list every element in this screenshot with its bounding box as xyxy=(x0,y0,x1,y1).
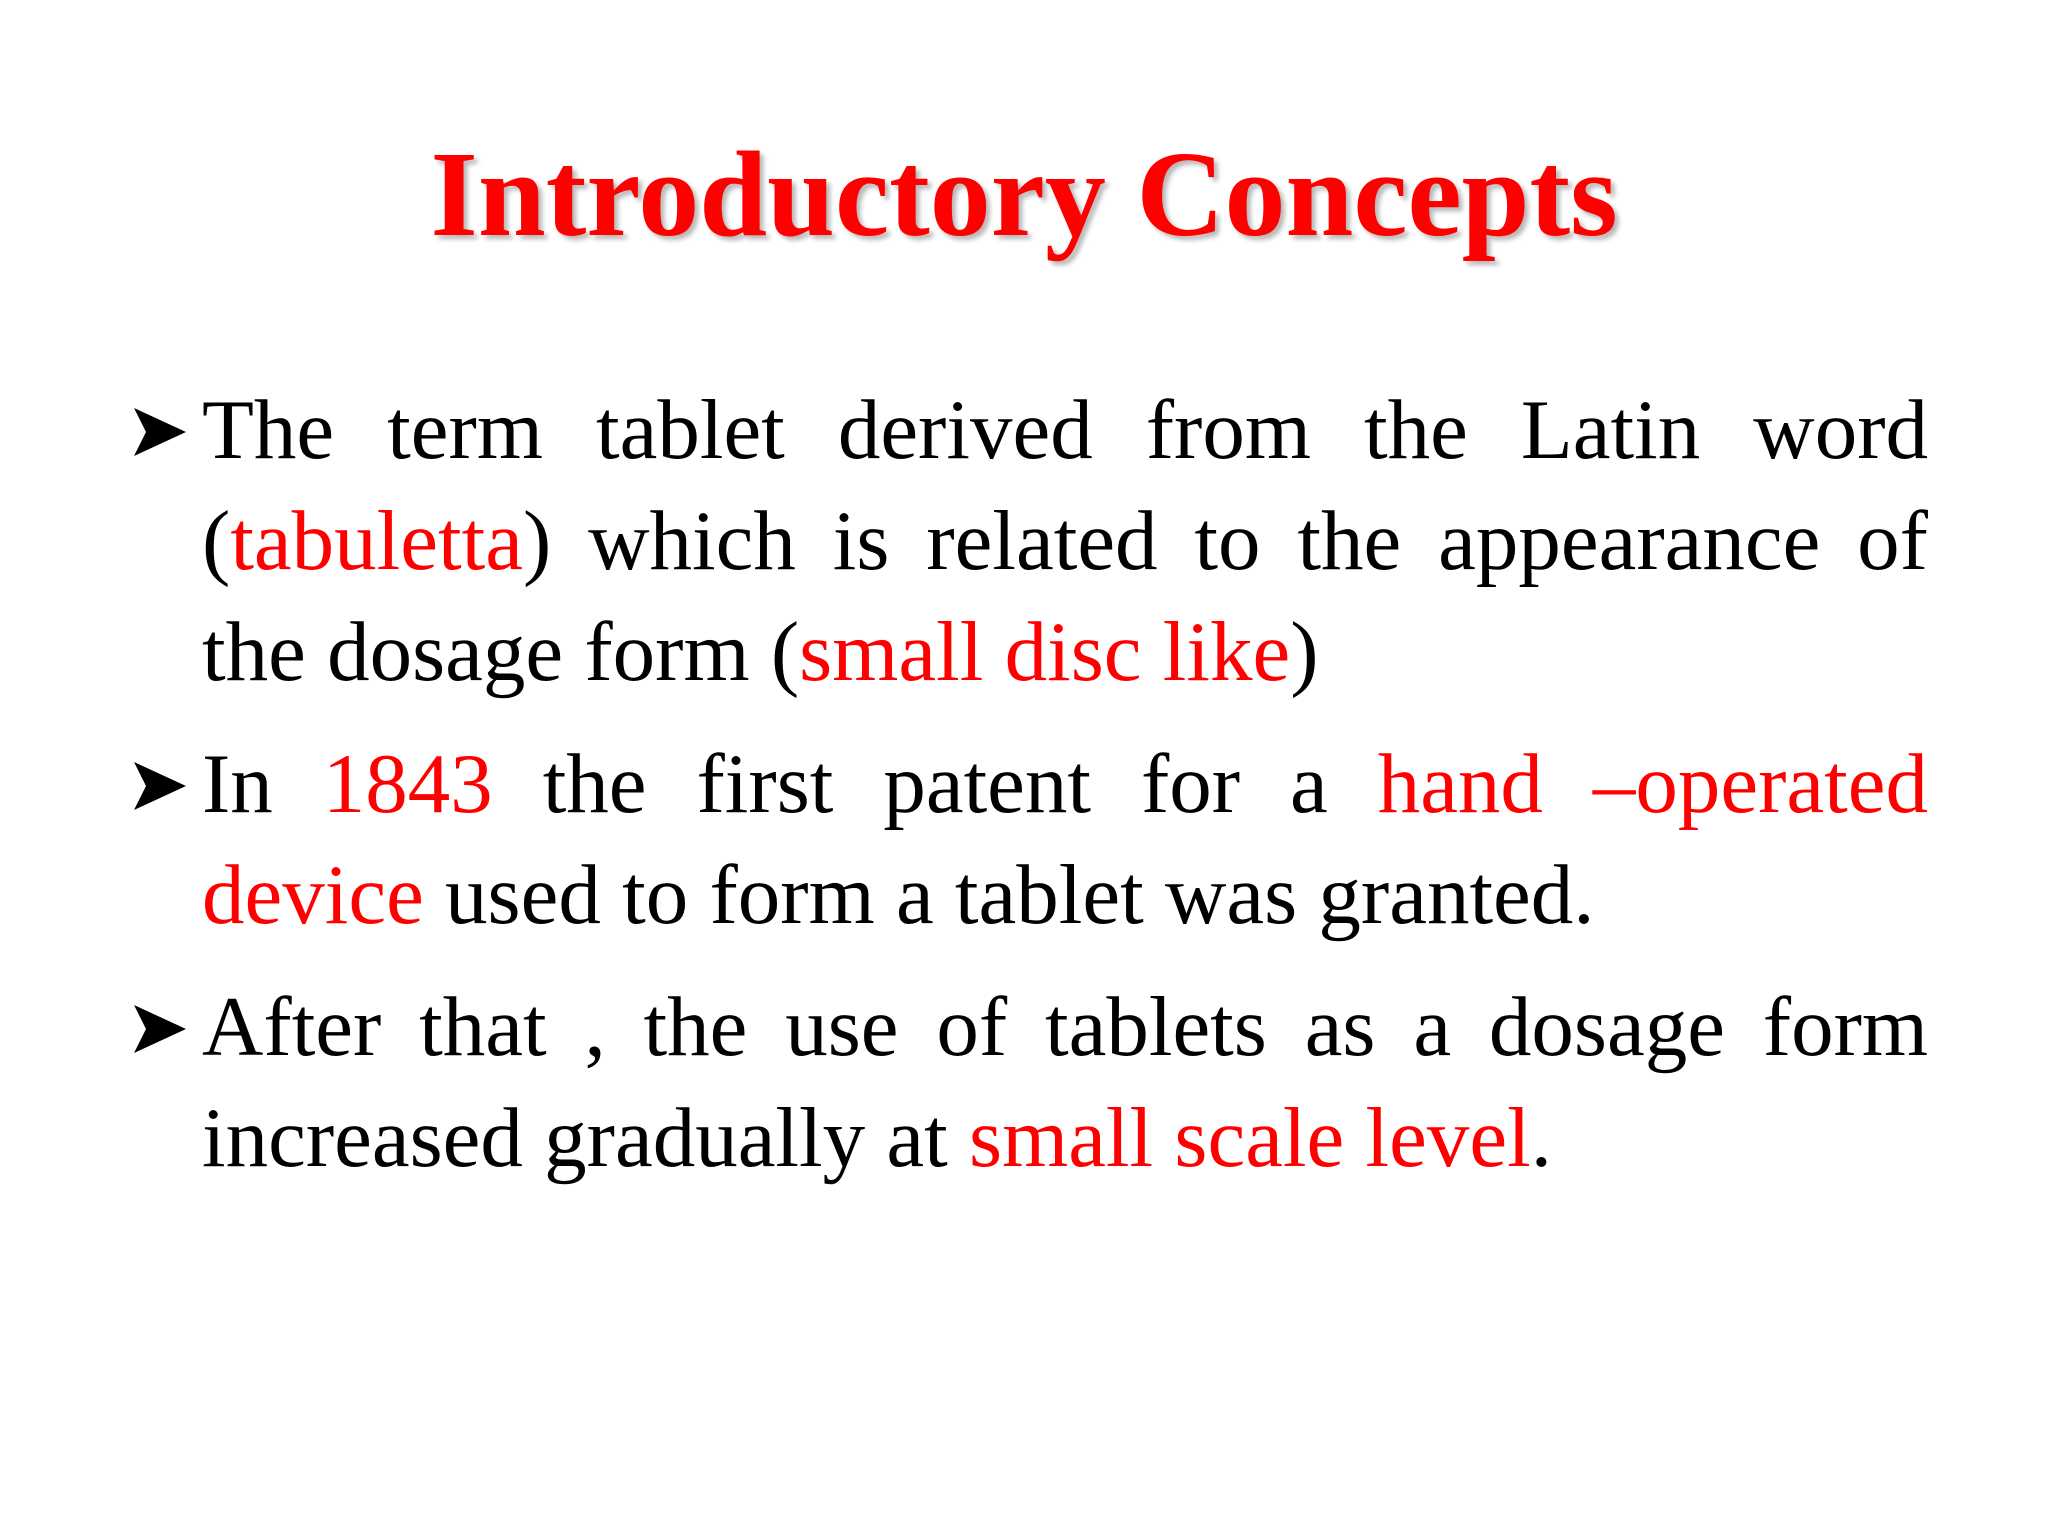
highlight-year: 1843 xyxy=(322,737,493,831)
bullet-text: In xyxy=(202,737,323,831)
arrowhead-bullet-icon xyxy=(130,406,190,458)
slide-title: Introductory Concepts xyxy=(430,127,1618,262)
bullet-text: . xyxy=(1530,1091,1552,1185)
bullet-item-2 xyxy=(130,729,1928,951)
highlight-term: hand –operated device xyxy=(202,737,1928,942)
highlight-term: small scale level xyxy=(969,1091,1531,1185)
highlight-term: tabuletta xyxy=(230,494,523,588)
bullet-item-1 xyxy=(130,375,1928,708)
arrowhead-bullet-icon xyxy=(130,1003,190,1055)
bullet-text: the first patent for a xyxy=(492,737,1378,831)
highlight-term: small disc like xyxy=(799,605,1291,699)
bullet-text: used to form a tablet was granted. xyxy=(423,848,1595,942)
bullet-item-3 xyxy=(130,972,1928,1194)
bullet-text: ) which is related to the appearance of the dosage form ( xyxy=(202,494,1928,699)
bullet-text: The term tablet derived from the Latin word ( xyxy=(202,383,1928,588)
bullet-list xyxy=(130,375,1928,1215)
arrowhead-bullet-icon xyxy=(130,760,190,812)
bullet-text: ) xyxy=(1290,605,1319,699)
bullet-text: After that , the use of tablets as a dosage form increased gradually at xyxy=(202,980,1928,1185)
